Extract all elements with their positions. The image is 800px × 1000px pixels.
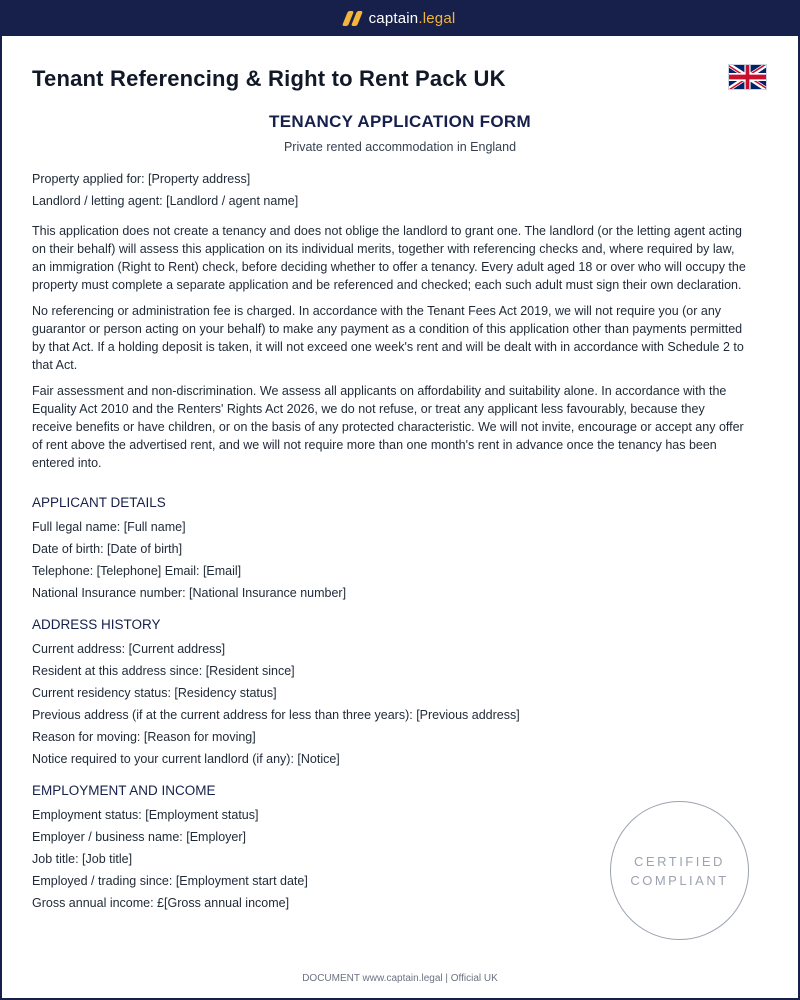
gross-income-field[interactable]: Gross annual income: £[Gross annual income] [32,896,290,910]
brand-name [369,10,456,27]
applicant-details-heading: APPLICANT DETAILS [32,495,166,510]
national-insurance-field[interactable]: National Insurance number: [National Insurance number] [32,586,347,600]
job-title-field[interactable]: Job title: [Job title] [32,852,133,866]
residency-status-field[interactable]: Current residency status: [Residency status] [32,686,277,700]
full-name-field[interactable]: Full legal name: [Full name] [32,520,186,534]
employment-status-field[interactable]: Employment status: [Employment status] [32,808,259,822]
reason-for-moving-field[interactable]: Reason for moving: [Reason for moving] [32,730,256,744]
captain-legal-logo-icon [345,11,360,26]
form-content [32,172,748,918]
brand-logo[interactable] [345,10,456,27]
previous-address-field[interactable]: Previous address (if at the current address for less than three years): [Previous address] [32,708,520,722]
date-of-birth-field[interactable]: Date of birth: [Date of birth] [32,542,183,556]
notice-field[interactable]: Notice required to your current landlord (if any): [Notice] [32,752,340,766]
stamp-line-1: CERTIFIED [634,853,725,869]
document-title: Tenant Referencing & Right to Rent Pack UK [32,66,506,91]
form-title: TENANCY APPLICATION FORM [269,112,531,131]
form-subtitle: Private rented accommodation in England [283,140,517,154]
telephone-email-field[interactable]: Telephone: [Telephone] Email: [Email] [32,564,242,578]
brand-name-main: captain [368,9,419,27]
employer-field[interactable]: Employer / business name: [Employer] [32,830,246,844]
employment-income-heading: EMPLOYMENT AND INCOME [32,783,216,798]
top-bar [0,0,800,36]
stamp-line-2: COMPLIANT [630,872,729,888]
uk-flag-icon [728,64,767,90]
landlord-field[interactable]: Landlord / letting agent: [Landlord / agent name] [32,194,299,208]
intro-paragraph: This application does not create a tenancy and does not oblige the landlord to grant one. The landlord (or the letting agent acting on their behalf) will assess this application on its individual merits, together with referencing checks and, where required by law, an immigration (Right to Rent) check, before deciding whether to offer a tenancy. Every adult aged 18 or over who will occupy the property must complete a separate application and be referenced and checked; each such adult must sign their own declaration. [32,224,746,292]
employment-start-field[interactable]: Employed / trading since: [Employment start date] [32,874,308,888]
property-field[interactable]: Property applied for: [Property address] [32,172,251,186]
fair-assessment-paragraph: Fair assessment and non-discrimination. We assess all applicants on affordability and suitability alone. In accordance with the Equality Act 2010 and the Renters' Rights Act 2026, we do not refuse, or treat any applicant less favourably, because they receive benefits or have children, or on the basis of any protected characteristic. We will not invite, encourage or accept any offer of rent above the advertised rent, and we will not require more than one month's rent in advance once the tenancy has been entered into. [32,384,744,470]
fees-paragraph: No referencing or administration fee is charged. In accordance with the Tenant Fees Act 2019, we will not require you (or any guarantor or person acting on your behalf) to make any payment as a condition of this application other than payments permitted by that Act. If a holding deposit is taken, it will not exceed one week's rent and will be dealt with in accordance with Schedule 2 to that Act. [32,304,744,372]
brand-name-suffix: .legal [418,9,456,27]
current-address-field[interactable]: Current address: [Current address] [32,642,226,656]
certified-compliant-stamp [610,801,749,940]
page-footer: DOCUMENT www.captain.legal | Official UK [302,973,498,984]
address-history-heading: ADDRESS HISTORY [32,617,161,632]
resident-since-field[interactable]: Resident at this address since: [Resident since] [32,664,295,678]
